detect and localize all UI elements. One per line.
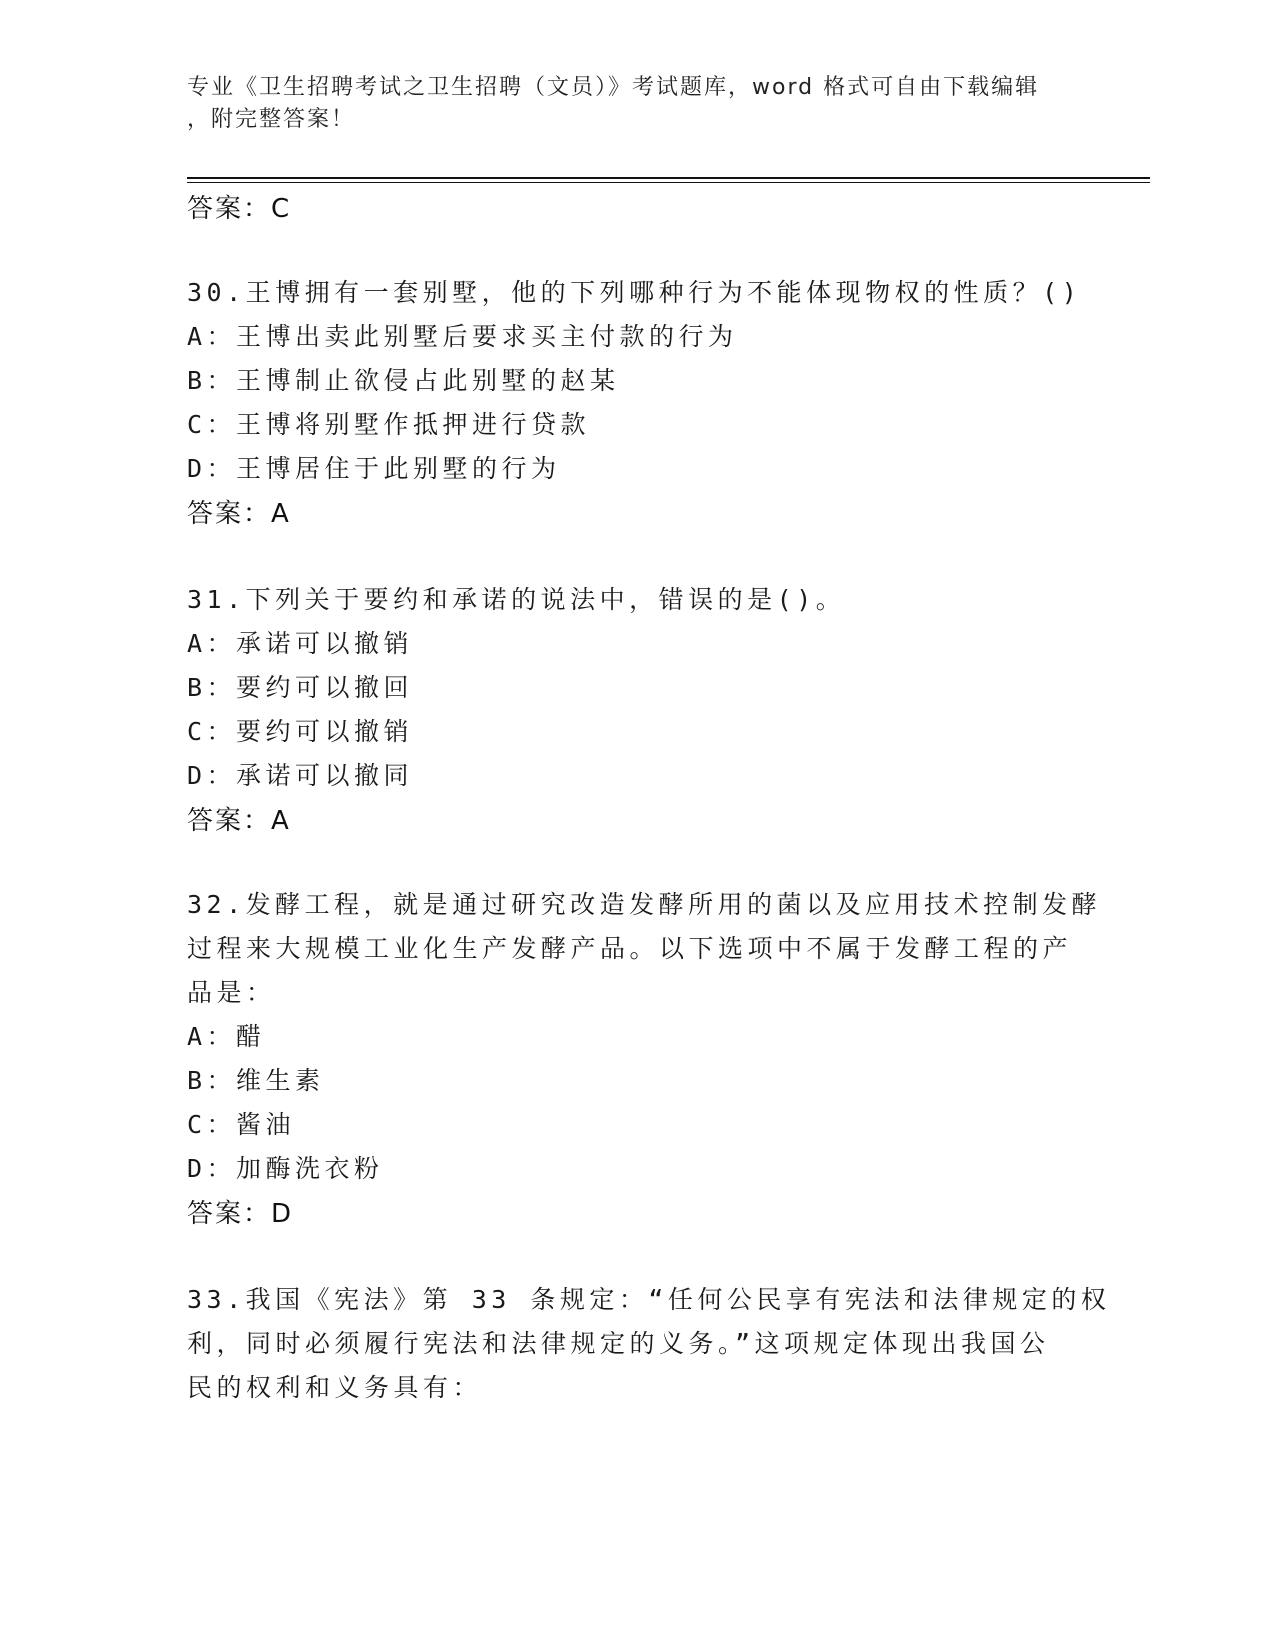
q32-option-b: B：维生素	[187, 1066, 325, 1095]
q32-option-d: D：加酶洗衣粉	[187, 1154, 384, 1183]
header-rule-thick	[187, 177, 1150, 179]
header-line-2: ，附完整答案！	[187, 107, 356, 132]
q32-stem-line-2: 过程来大规模工业化生产发酵产品。以下选项中不属于发酵工程的产	[187, 934, 1073, 963]
answer-prev: 答案：C	[187, 194, 292, 224]
q30-option-a: A：王博出卖此别墅后要求买主付款的行为	[187, 322, 738, 351]
q32-stem-line-1: 32.发酵工程，就是通过研究改造发酵所用的菌以及应用技术控制发酵	[187, 890, 1102, 919]
q30-option-c: C：王博将别墅作抵押进行贷款	[187, 410, 591, 439]
q32-answer: 答案：D	[187, 1199, 294, 1229]
q33-stem-line-2: 利，同时必须履行宪法和法律规定的义务。”这项规定体现出我国公	[187, 1329, 1050, 1358]
header-rule-thin	[187, 182, 1150, 183]
q31-option-a: A：承诺可以撤销	[187, 629, 414, 658]
q33-stem-line-3: 民的权利和义务具有：	[187, 1373, 483, 1402]
q31-answer: 答案：A	[187, 806, 291, 836]
q31-option-d: D：承诺可以撤同	[187, 761, 414, 790]
q32-option-a: A：醋	[187, 1022, 266, 1051]
q33-stem-line-1: 33.我国《宪法》第 33 条规定：“任何公民享有宪法和法律规定的权	[187, 1285, 1111, 1314]
q31-stem: 31.下列关于要约和承诺的说法中，错误的是()。	[187, 585, 846, 614]
q31-option-b: B：要约可以撤回	[187, 673, 414, 702]
q30-answer: 答案：A	[187, 499, 291, 529]
q31-option-c: C：要约可以撤销	[187, 717, 414, 746]
q30-option-b: B：王博制止欲侵占此别墅的赵某	[187, 366, 620, 395]
q32-stem-line-3: 品是：	[187, 978, 276, 1007]
document-header	[187, 72, 1067, 136]
header-line-1: 专业《卫生招聘考试之卫生招聘（文员）》考试题库，word 格式可自由下载编辑	[187, 75, 1040, 100]
q30-option-d: D：王博居住于此别墅的行为	[187, 454, 561, 483]
q30-stem: 30.王博拥有一套别墅，他的下列哪种行为不能体现物权的性质？()	[187, 278, 1082, 307]
q32-option-c: C：酱油	[187, 1110, 296, 1139]
